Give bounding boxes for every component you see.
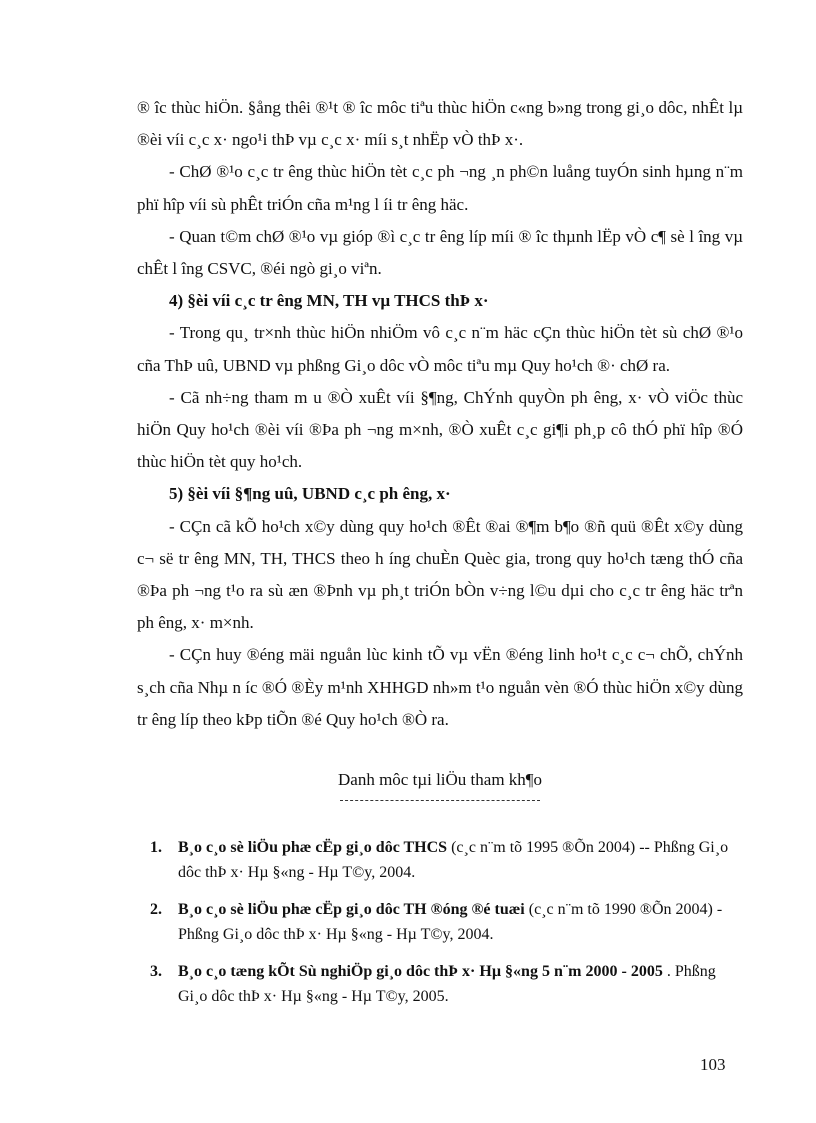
references-heading (137, 770, 743, 801)
reference-details: (c¸c n¨m tõ 1990 ®Õn 2004) - Phßng Gi¸o dôc thÞ x· Hµ §«ng - Hµ T©y, 2004. (178, 901, 723, 943)
reference-title: B¸o c¸o tæng kÕt Sù nghiÖp gi¸o dôc thÞ x· Hµ §«ng 5 n¨m 2000 - 2005 (178, 963, 663, 980)
paragraph-land-planning: - CÇn cã kÕ ho¹ch x©y dùng quy ho¹ch ®Êt ®ai ®¶m b¶o ®ñ quü ®Êt x©y dùng c¬ së tr êng MN, TH, THCS theo h íng chuÈn Quèc gia, trong quy ho¹ch tæng thÓ cña ®Þa ph ¬ng t¹o ra sù æn ®Þnh vµ ph¸t triÓn bÒn v÷ng l©u dµi cho c¸c tr êng häc trªn ph êng, x· m×nh. (137, 516, 743, 633)
reference-number: 2. (150, 901, 162, 918)
paragraph-directive-streaming: - ChØ ®¹o c¸c tr êng thùc hiÖn tèt c¸c ph ¬ng ¸n ph©n luång tuyÓn sinh hµng n¨m phï hîp víi sù phÊt triÓn cña m¹ng l íi tr êng häc. (137, 162, 743, 214)
references-separator (340, 800, 540, 801)
reference-item (150, 959, 740, 1009)
reference-number: 1. (150, 839, 162, 856)
page-number: 103 (700, 1055, 726, 1074)
body-text (137, 92, 743, 736)
paragraph-continuation: ® îc thùc hiÖn. §ång thêi ®¹t ® îc môc tiªu thùc hiÖn c«ng b»ng trong gi¸o dôc, nhÊt lµ ®èi víi c¸c x· ngo¹i thÞ vµ c¸c x· míi s¸t nhËp vÒ thÞ x·. (137, 98, 743, 150)
reference-title: B¸o c¸o sè liÖu phæ cËp gi¸o dôc TH ®óng ®é tuæi (178, 901, 525, 918)
section-heading-5: 5) §èi víi §¶ng uû, UBND c¸c ph êng, x· (169, 484, 451, 504)
paragraph-resource-mobilization: - CÇn huy ®éng mäi nguån lùc kinh tÕ vµ vËn ®éng linh ho¹t c¸c c¬ chÕ, chÝnh s¸ch cña Nhµ n íc ®Ó ®Èy m¹nh XHHGD nh»m t¹o nguån vèn ®Ó thùc hiÖn x©y dùng tr êng líp theo kÞp tiÕn ®é Quy ho¹ch ®Ò ra. (137, 645, 743, 729)
reference-details: (c¸c n¨m tõ 1995 ®Õn 2004) -- Phßng Gi¸o dôc thÞ x· Hµ §«ng - Hµ T©y, 2004. (178, 839, 729, 881)
reference-number: 3. (150, 963, 162, 980)
reference-item (150, 835, 740, 885)
reference-details: . Phßng Gi¸o dôc thÞ x· Hµ §«ng - Hµ T©y, 2005. (178, 963, 716, 1005)
section-heading-4: 4) §èi víi c¸c tr êng MN, TH vµ THCS thÞ x· (169, 291, 489, 311)
paragraph-school-tasks: - Trong qu¸ tr×nh thùc hiÖn nhiÖm vô c¸c n¨m häc cÇn thùc hiÖn tèt sù chØ ®¹o cña ThÞ uû, UBND vµ phßng Gi¸o dôc vÒ môc tiªu mµ Quy ho¹ch ®· chØ ra. (137, 323, 743, 375)
reference-title: B¸o c¸o sè liÖu phæ cËp gi¸o dôc THCS (178, 839, 448, 856)
references-list (150, 835, 740, 1021)
paragraph-school-proposals: - Cã nh÷ng tham m u ®Ò xuÊt víi §¶ng, ChÝnh quyÒn ph êng, x· vÒ viÖc thùc hiÖn Quy ho¹ch ®èi víi ®Þa ph ¬ng m×nh, ®Ò xuÊt c¸c gi¶i ph¸p cô thÓ phï hîp ®Ó thùc hiÖn tèt quy ho¹ch. (137, 387, 743, 472)
paragraph-directive-new-schools: - Quan t©m chØ ®¹o vµ gióp ®ì c¸c tr êng líp míi ® îc thµnh lËp vÒ c¶ sè l îng vµ chÊt l îng CSVC, ®éi ngò gi¸o viªn. (137, 226, 743, 279)
reference-item (150, 897, 740, 947)
references-title: Danh môc tµi liÖu tham kh¶o (338, 770, 542, 789)
